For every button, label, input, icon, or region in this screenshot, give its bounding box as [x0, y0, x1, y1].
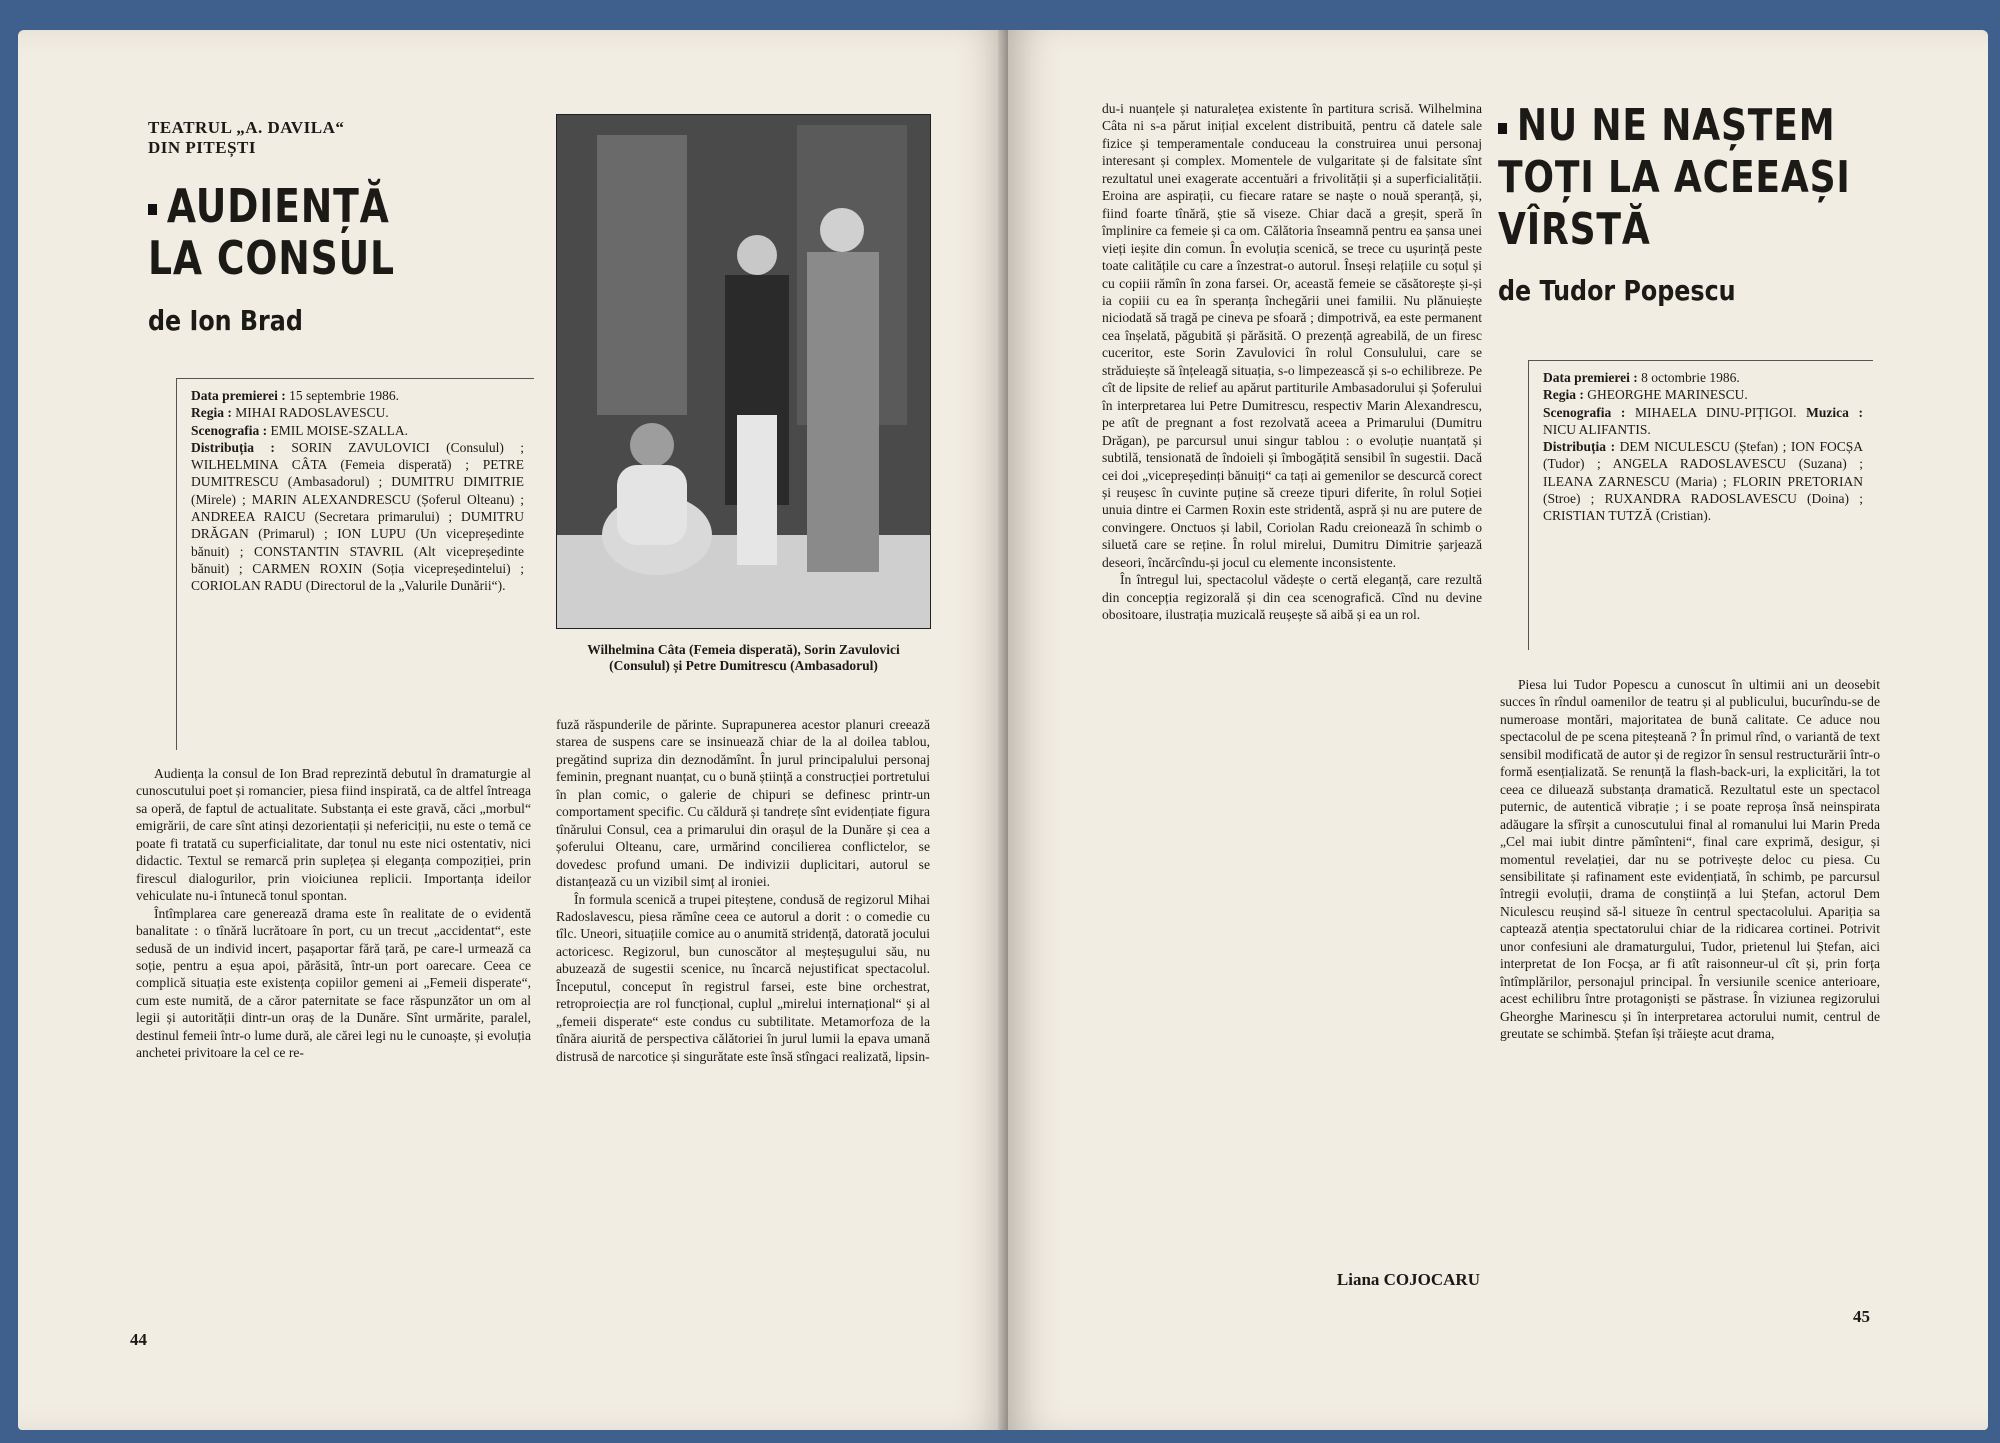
credit-director: Regia : GHEORGHE MARINESCU. — [1543, 387, 1748, 403]
credit-scenography: Scenografia : MIHAELA DINU-PIȚIGOI. Muzica : NICU ALIFANTIS. — [1543, 404, 1864, 437]
credit-cast: Distribuția : DEM NICULESCU (Ștefan) ; ION FOCȘA (Tudor) ; ANGELA RADOSLAVESCU (Suzana) ; ILEANA ZARNESCU (Maria) ; FLORIN PRETORIAN (Stroe) ; RUXANDRA RADOSLAVESCU (Doina) ; CRISTIAN TUTZĂ (Cristian). — [1543, 439, 1864, 524]
article-title-line3: VÎRSTĂ — [1498, 204, 1651, 255]
article-title-line2: TOȚI LA ACEEAȘI — [1498, 152, 1851, 203]
article-author: de Tudor Popescu — [1498, 274, 1736, 307]
paragraph: În întregul lui, spectacolul vădește o certă eleganță, care rezultă din concepția regizorală și din cea scenografică. Cînd nu devine obositoare, ilustrația muzicală reușește să aibă și ea un rol. — [1102, 572, 1482, 623]
article-title-line1 — [148, 180, 476, 232]
review-signature: Liana COJOCARU — [1336, 1270, 1480, 1289]
left-page — [18, 30, 1008, 1430]
bullet-icon — [1498, 123, 1507, 134]
credit-director: Regia : MIHAI RADOSLAVESCU. — [191, 405, 389, 421]
left-column-2 — [556, 716, 930, 1386]
right-page — [1008, 30, 1988, 1430]
paragraph: Piesa lui Tudor Popescu a cunoscut în ultimii ani un deosebit succes în rîndul oamenilor de teatru și al publicului, bucurîndu-se de numeroase montări, majoritatea de bună calitate. Ce aduce nou spectacolul de pe scena piteșteană ? În primul rînd, o variantă de text sensibil modificată de autor și de regizor în sensul restructurării într-o formă esențializată. Se renunță la flash-back-uri, la explicitări, la tot ceea ce diluează substanța dramatică. Rezultatul este un spectacol puternic, de autentică vibrație ; i se poate reproșa însă neinspirata adăugare la sfîrșit a cunoscutului final al romanului lui Marin Preda „Cel mai iubit dintre pămînteni“, final care exprimă, desigur, și momentul revelației, dar nu se potrivește deloc cu piesa. Cu sensibilitate și rafinament este evidențiată, în schimb, pe parcursul întregii evoluții, drama de conștiință a lui Ștefan, actorul Dem Niculescu reușind să-l situeze în centrul spectacolului. Apariția sa captează atenția spectatorului chiar de la ridicarea cortinei. Potrivit unor confesiuni ale dramaturgului, Tudor, prietenul lui Ștefan, aici interpretat de Ion Focșa, ar fi atît raisonneur-ul cît și, prin forța întîmplărilor, personajul principal. În versiunile scenice anterioare, acest echilibru între protagoniști se păstrase. În viziunea regizorului Gheorghe Marinescu și în interpretarea actorului numit, centrul de greutate se schimbă. Ștefan își trăiește acut drama, — [1500, 677, 1880, 1042]
stage-photo-illustration — [557, 115, 931, 629]
article-title-line1 — [1498, 100, 1836, 152]
page-number-left: 44 — [130, 1330, 147, 1349]
right-column-2 — [1500, 676, 1880, 1376]
right-column-1 — [1102, 100, 1482, 1280]
bullet-icon — [148, 204, 157, 215]
article-author: de Ion Brad — [148, 304, 303, 337]
paragraph: fuză răspunderile de părinte. Suprapunerea acestor planuri creează starea de suspens care se insinuează chiar de la al doilea tablou, pregătind supriza din deznodămînt. În jurul principalului personaj feminin, pregnant nuanțat, cu o bună știință a construcției portretului în plan comic, o galerie de chipuri se definesc printr-un comportament specific. Cu căldură și tandrețe sînt evidențiate figura tînărului Consul, cea a primarului din orașul de la Dunăre și cea a șoferului Olteanu, care, urmărind concilierea conflictelor, se dovedesc profund umani. De indivizii duplicitari, autorul se distanțează cu un vizibil simț al ironiei. — [556, 717, 930, 890]
title-text: NU NE NAȘTEM — [1516, 100, 1836, 151]
credit-premiere: Data premierei : 8 octombrie 1986. — [1543, 370, 1740, 385]
right-credits-box — [1528, 360, 1873, 650]
left-column-1 — [136, 765, 531, 1385]
credit-scenography: Scenografia : EMIL MOISE-SZALLA. — [191, 422, 408, 438]
left-article-header — [148, 118, 548, 338]
production-photo — [556, 114, 931, 629]
paragraph: Întîmplarea care generează drama este în realitate de o evidentă banalitate : o tînără lucrătoare în port, cu un trecut „accidentat“, este sedusă de un individ incert, pașaportar fără țară, pe care-l urmează ca soție, pentru a eșua apoi, părăsită, într-un port oarecare. Ceea ce complică situația este existența copiilor gemeni ai „Femeii disperate“, cum este numită, de a căror paternitate se face răspunzător un om al legii și autorității dintr-un oraș de la Dunăre. Sînt urmărite, paralel, destinul femeii într-o lume dură, ale cărei legi nu le cunoaște, și evoluția anchetei privitoare la cel ce re- — [136, 905, 531, 1061]
right-article-header — [1498, 100, 1878, 308]
left-credits-box — [176, 378, 534, 750]
theatre-name-line1: TEATRUL „A. DAVILA“ — [148, 118, 345, 137]
credit-premiere: Data premierei : 15 septembrie 1986. — [191, 388, 399, 403]
paragraph: du-i nuanțele și naturalețea existente în partitura scrisă. Wilhelmina Câta ni s-a părut inițial excelent distribuită, pentru că datele sale fizice și temperamentale conduceau la construirea unui personaj interesant și complex. Momentele de vulgaritate și de falsitate sînt rezultatul unei exagerate accentuări a frivolității și a superficialității. Eroina are aspirații, cu fiecare ratare se naște o nouă speranță, și, fiind foarte tînără, știe să viseze. Chiar dacă a greșit, speră în împlinire ca femeie și ca om. Călătoria înseamnă pentru ea șansa unei vieți ieșite din comun. În evoluția scenică, se trece cu ușurință peste toate calitățile cu care a înzestrat-o autorul. Înseși relațiile cu soțul și cu copiii rămîn în zona farsei. Or, această femeie se căsătorește și-și ia copiii cu ea în speranța închegării unei familii. Nu plănuiește niciodată să tragă pe cineva pe sfoară ; dimpotrivă, ea este permanent cea înșelată, păgubită și părăsită. O prezență agreabilă, de un firesc cuceritor, este Sorin Zavulovici în rolul Consulului, care se străduiește să înțeleagă situația, s-o limpezească și s-o echilibreze. Pe cît de lipsite de relief au apărut partiturile Ambasadorului și Șoferului în interpretarea lui Petre Dumitrescu, respectiv Marin Alexandrescu, pe atît de pregnant a fost rezolvată aceea a Primarului (Dumitru Drăgan), pe parcursul unui singur tablou : o evoluție nuanțată și subtilă, tensionată de îndoieli și îmbogățită sensibil în sugestii. Dacă cei doi „vicepreședinți bănuiți“ ca tați ai gemenilor se descurcă corect și reușesc în cuvinte puține să creeze tipuri diferite, în rolul Soției unuia dintre ei Carmen Roxin este stridentă, aspră și nu are putere de convingere. Onctuos și labil, Coriolan Radu creionează în schimb o siluetă care se reține. În rolul mirelui, Dumitru Dimitrie șarjează deseori, încărcîndu-și jocul cu elemente inconsistente. — [1102, 101, 1482, 570]
credit-cast: Distribuția : SORIN ZAVULOVICI (Consulul) ; WILHELMINA CÂTA (Femeia disperată) ; PETRE DUMITRESCU (Ambasadorul) ; DUMITRU DIMITRIE (Mirele) ; MARIN ALEXANDRESCU (Șoferul Olteanu) ; ANDREEA RAICU (Secretara primarului) ; DUMITRU DRĂGAN (Primarul) ; ION LUPU (Un vicepreședinte bănuit) ; CONSTANTIN STAVRIL (Alt vicepreședinte bănuit) ; CARMEN ROXIN (Soția vicepreședintelui) ; CORIOLAN RADU (Directorul de la „Valurile Dunării“). — [191, 439, 525, 594]
photo-caption: Wilhelmina Câta (Femeia disperată), Sorin Zavulovici (Consulul) și Petre Dumitrescu (Ambasadorul) — [587, 642, 900, 673]
title-text: AUDIENȚĂ — [166, 179, 390, 233]
page-number-right: 45 — [1853, 1307, 1870, 1326]
paragraph: Audiența la consul de Ion Brad reprezintă debutul în dramaturgie al cunoscutului poet și romancier, piesa fiind inspirată, ca de altfel întreaga sa operă, de faptul de actualitate. Substanța ei este gravă, căci „morbul“ emigrării, de care sînt atinși dezorientații și nefericiții, nu este o temă ce poate fi tratată cu superficialitate, dar tonul nu este nici ostentativ, nici didactic. Textul se remarcă prin suplețea și eleganța compoziției, prin firescul dialogurilor, prin vioiciunea replicii. Importanța ideilor vehiculate nu-i întunecă tonul spontan. — [136, 766, 531, 904]
article-title-line2: LA CONSUL — [148, 231, 395, 285]
paragraph: În formula scenică a trupei piteștene, condusă de regizorul Mihai Radoslavescu, piesa rămîne ceea ce autorul a dorit : o comedie cu tîlc. Uneori, situațiile comice au o anumită stridență, datorată jocului actoricesc. Regizorul, bun cunoscător al meșteșugului său, nu abuzează de sugestii scenice, nu încarcă nejustificat spectacolul. Începutul, conceput în registrul farsei, este bine orchestrat, retroproiecția are rol funcțional, cuplul „mirelui internațional“ și al „femeii disperate“ este condus cu subtilitate. Metamorfoza de la tînăra aiurită de perspectiva călătoriei în jurul lumii la epava umană distrusă de narcotice și singurătate este însă stîngaci realizată, lipsin- — [556, 891, 930, 1064]
theatre-name-line2: DIN PITEȘTI — [148, 138, 257, 157]
